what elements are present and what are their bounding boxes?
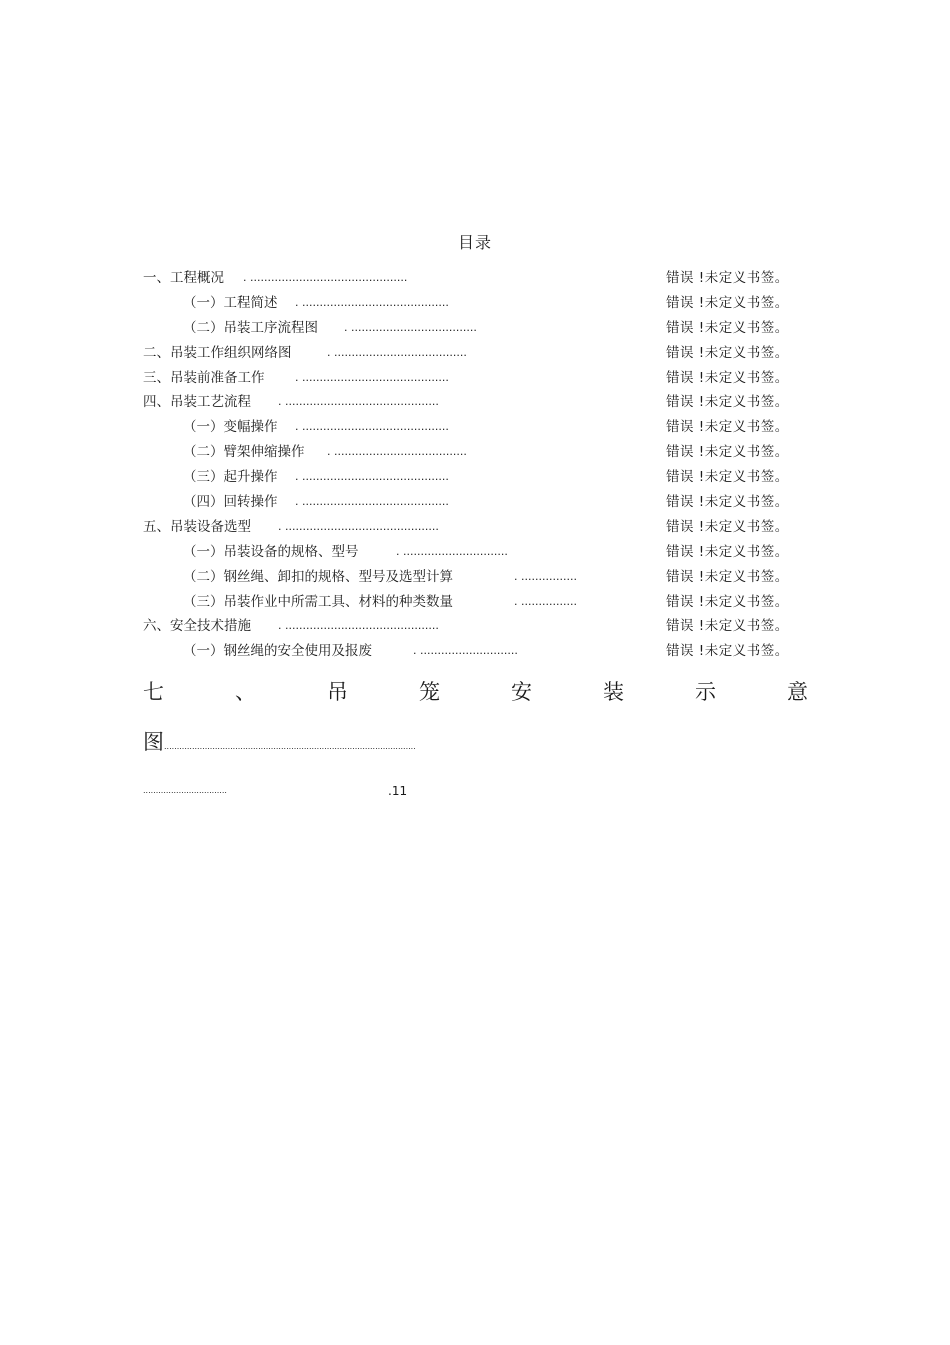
toc-entry-label: （一）工程简述 bbox=[183, 294, 278, 311]
toc-entry[interactable] bbox=[143, 390, 803, 415]
toc-entry[interactable] bbox=[143, 366, 803, 391]
toc-entry-leader: . .......................................... bbox=[295, 495, 449, 509]
toc-entry-leader: . ...................................... bbox=[327, 445, 467, 459]
chapter7-page-number: .11 bbox=[388, 784, 408, 798]
toc-entry-leader: . ............................ bbox=[413, 644, 518, 658]
toc-entry-page-ref: 错误 !未定义书签。 bbox=[666, 294, 789, 311]
toc-entry-page-ref: 错误 !未定义书签。 bbox=[666, 419, 789, 436]
chapter7-char: 笼 bbox=[419, 680, 440, 704]
chapter7-char: 吊 bbox=[327, 680, 348, 704]
toc-entry-leader: . .......................................... bbox=[295, 470, 449, 484]
toc-entry[interactable] bbox=[143, 341, 803, 366]
toc-entry-label: （二）臂架伸缩操作 bbox=[183, 444, 305, 461]
toc-entry-leader: . ............................................ bbox=[278, 519, 439, 533]
toc-entry[interactable] bbox=[143, 440, 803, 465]
toc-list bbox=[143, 266, 803, 664]
toc-entry[interactable] bbox=[143, 415, 803, 440]
toc-entry-page-ref: 错误 !未定义书签。 bbox=[666, 469, 789, 486]
chapter7-char: 意 bbox=[787, 680, 808, 704]
toc-entry-leader: . .......................................... bbox=[295, 295, 449, 309]
toc-entry-label: （二）吊装工序流程图 bbox=[183, 319, 318, 336]
toc-entry-label: 二、吊装工作组织网络图 bbox=[143, 344, 292, 361]
toc-entry-page-ref: 错误 !未定义书签。 bbox=[666, 618, 789, 635]
toc-entry[interactable] bbox=[143, 465, 803, 490]
toc-entry-leader: . ...................................... bbox=[327, 345, 467, 359]
toc-entry[interactable] bbox=[143, 639, 803, 664]
toc-entry-page-ref: 错误 !未定义书签。 bbox=[666, 568, 789, 585]
toc-entry[interactable] bbox=[143, 590, 803, 615]
toc-entry-leader: . ................ bbox=[514, 569, 577, 583]
toc-chapter7-line3[interactable] bbox=[143, 780, 443, 802]
toc-entry-leader: . .......................................... bbox=[295, 420, 449, 434]
toc-entry-page-ref: 错误 !未定义书签。 bbox=[666, 319, 789, 336]
toc-entry-label: （三）起升操作 bbox=[183, 469, 278, 486]
toc-chapter7-line2[interactable] bbox=[143, 725, 416, 759]
toc-entry-leader: . .......................................... bbox=[295, 370, 449, 384]
chapter7-leader-continued: ................................. bbox=[143, 786, 227, 795]
toc-entry-leader: . ............................................ bbox=[278, 619, 439, 633]
toc-entry-label: 四、吊装工艺流程 bbox=[143, 394, 251, 411]
toc-chapter7-line1[interactable] bbox=[143, 672, 808, 712]
toc-entry-page-ref: 错误 !未定义书签。 bbox=[666, 394, 789, 411]
toc-entry-leader: . ................ bbox=[514, 594, 577, 608]
toc-entry[interactable] bbox=[143, 490, 803, 515]
toc-entry-label: 一、工程概况 bbox=[143, 270, 224, 286]
toc-entry-label: （一）吊装设备的规格、型号 bbox=[183, 543, 359, 560]
toc-entry-label: 五、吊装设备选型 bbox=[143, 518, 251, 535]
toc-entry[interactable] bbox=[143, 266, 803, 291]
chapter7-char: 安 bbox=[511, 680, 532, 704]
toc-entry-label: （一）变幅操作 bbox=[183, 419, 278, 436]
toc-entry-leader: . ............................................. bbox=[243, 271, 408, 284]
toc-entry[interactable] bbox=[143, 316, 803, 341]
toc-entry[interactable] bbox=[143, 291, 803, 316]
toc-entry-page-ref: 错误 !未定义书签。 bbox=[666, 494, 789, 511]
chapter7-char: 七 bbox=[143, 680, 164, 704]
toc-entry-page-ref: 错误 !未定义书签。 bbox=[666, 593, 789, 610]
chapter7-leader: ................................................................................................... bbox=[164, 742, 416, 751]
toc-entry-page-ref: 错误 !未定义书签。 bbox=[666, 270, 789, 286]
toc-entry-page-ref: 错误 !未定义书签。 bbox=[666, 518, 789, 535]
toc-entry-label: 六、安全技术措施 bbox=[143, 618, 251, 635]
toc-entry-page-ref: 错误 !未定义书签。 bbox=[666, 543, 789, 560]
toc-entry-page-ref: 错误 !未定义书签。 bbox=[666, 369, 789, 386]
toc-entry[interactable] bbox=[143, 540, 803, 565]
chapter7-char: 、 bbox=[235, 680, 256, 704]
toc-entry[interactable] bbox=[143, 565, 803, 590]
toc-entry-page-ref: 错误 !未定义书签。 bbox=[666, 344, 789, 361]
toc-entry-label: （四）回转操作 bbox=[183, 494, 278, 511]
toc-entry-page-ref: 错误 !未定义书签。 bbox=[666, 643, 789, 660]
toc-entry-page-ref: 错误 !未定义书签。 bbox=[666, 444, 789, 461]
toc-title: 目录 bbox=[457, 233, 492, 252]
toc-entry-label: （二）钢丝绳、卸扣的规格、型号及选型计算 bbox=[183, 568, 453, 585]
toc-entry-leader: . .................................... bbox=[344, 320, 477, 334]
toc-entry-leader: . ............................................ bbox=[278, 395, 439, 409]
toc-entry-label: （三）吊装作业中所需工具、材料的种类数量 bbox=[183, 593, 453, 610]
chapter7-char: 装 bbox=[603, 680, 624, 704]
toc-entry-label: （一）钢丝绳的安全使用及报废 bbox=[183, 643, 372, 660]
toc-entry[interactable] bbox=[143, 515, 803, 540]
toc-entry[interactable] bbox=[143, 614, 803, 639]
toc-entry-label: 三、吊装前准备工作 bbox=[143, 369, 265, 386]
toc-entry-leader: . .............................. bbox=[396, 544, 508, 558]
chapter7-char: 示 bbox=[695, 680, 716, 704]
chapter7-last-char: 图 bbox=[143, 730, 164, 754]
